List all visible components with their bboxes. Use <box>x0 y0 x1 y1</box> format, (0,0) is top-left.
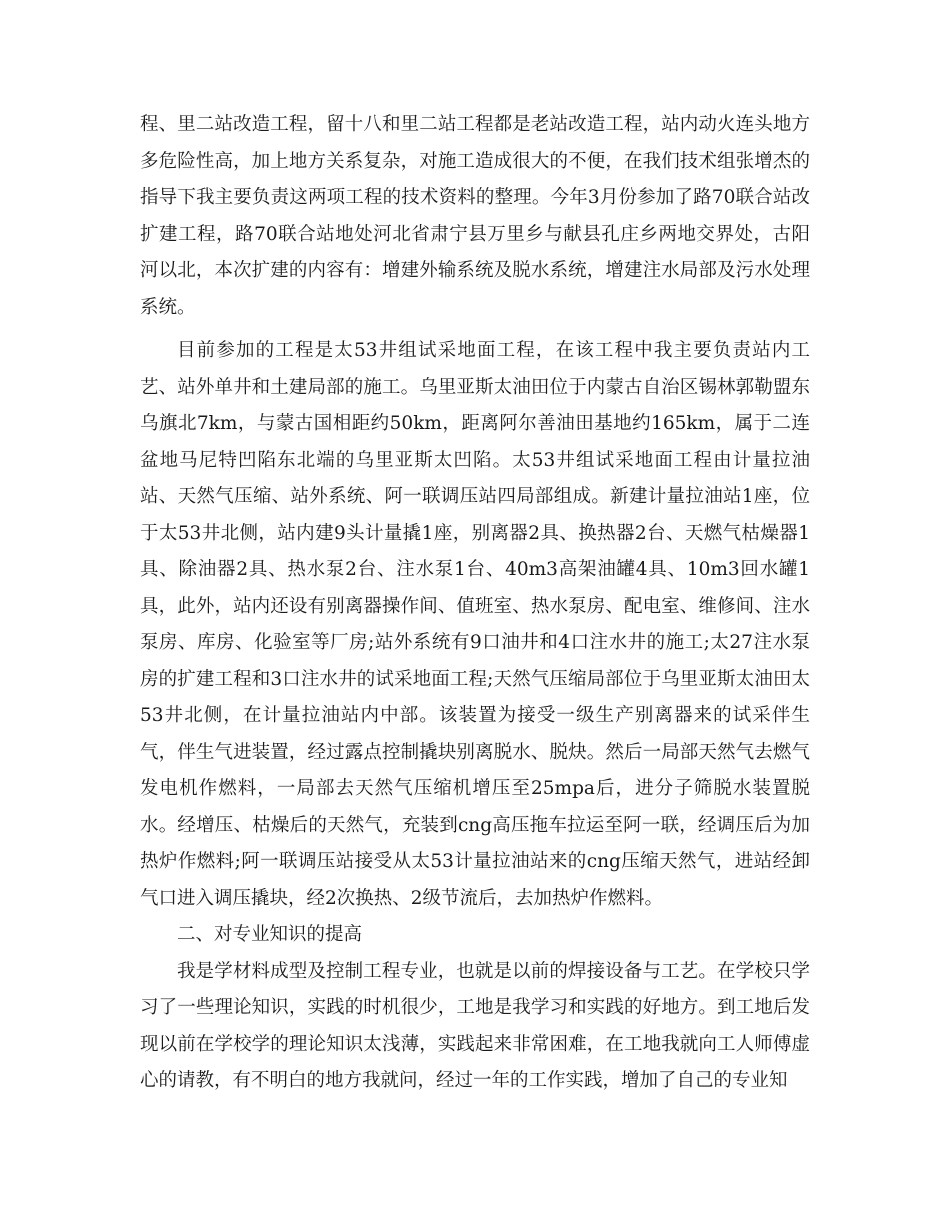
section-heading: 二、对专业知识的提高 <box>177 924 363 945</box>
paragraph-continuation: 程、里二站改造工程，留十八和里二站工程都是老站改造工程，站内动火连头地方多危险性高，加上地方关系复杂，对施工造成很大的不便，在我们技术组张增杰的指导下我主要负责这两项工程的技术资料的整理。今年3月份参加了路70联合站改扩建工程，路70联合站地处河北省肃宁县万里乡与献县孔庄乡两地交界处，古阳河以北，本次扩建的内容有：增建外输系统及脱水系统，增建注水局部及污水处理系统。 <box>140 114 810 318</box>
paragraph-current-project: 目前参加的工程是太53井组试采地面工程，在该工程中我主要负责站内工艺、站外单井和土建局部的施工。乌里亚斯太油田位于内蒙古自治区锡林郭勒盟东乌旗北7km，与蒙古国相距约50km，距离阿尔善油田基地约165km，属于二连盆地马尼特凹陷东北端的乌里亚斯太凹陷。太53井组试采地面工程由计量拉油站、天然气压缩、站外系统、阿一联调压站四局部组成。新建计量拉油站1座，位于太53井北侧，站内建9头计量撬1座，别离器2具、换热器2台、天燃气枯燥器1具、除油器2具、热水泵2台、注水泵1台、40m3高架油罐4具、10m3回水罐1具，此外，站内还设有别离器操作间、值班室、热水泵房、配电室、维修间、注水泵房、库房、化验室等厂房;站外系统有9口油井和4口注水井的施工;太27注水泵房的扩建工程和3口注水井的试采地面工程;天然气压缩局部位于乌里亚斯太油田太53井北侧，在计量拉油站内中部。该装置为接受一级生产别离器来的试采伴生气，伴生气进装置，经过露点控制撬块别离脱水、脱炔。然后一局部天然气去燃气发电机作燃料，一局部去天然气压缩机增压至25mpa后，进分子筛脱水装置脱水。经增压、枯燥后的天然气，充装到cng高压拖车拉运至阿一联，经调压后为加热炉作燃料;阿一联调压站接受从太53计量拉油站来的cng压缩天然气，进站经卸气口进入调压撬块，经2次换热、2级节流后，去加热炉作燃料。 <box>140 340 810 909</box>
paragraph-professional-knowledge: 我是学材料成型及控制工程专业，也就是以前的焊接设备与工艺。在学校只学习了一些理论知识，实践的时机很少，工地是我学习和实践的好地方。到工地后发现以前在学校学的理论知识太浅薄，实践起来非常困难，在工地我就向工人师傅虚心的请教，有不明白的地方我就问，经过一年的工作实践，增加了自己的专业知 <box>140 960 810 1091</box>
document-body <box>140 107 810 1100</box>
paragraph-gap <box>140 326 810 333</box>
